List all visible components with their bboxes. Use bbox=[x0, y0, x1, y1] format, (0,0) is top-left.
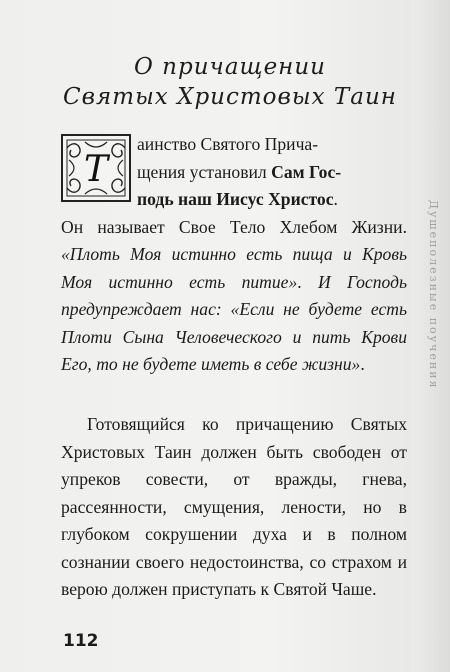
running-head: Душеполезные поучения bbox=[427, 200, 440, 390]
p1-line-3: подь наш Иисус Христос. bbox=[137, 189, 338, 209]
chapter-title-line-2: Святых Христовых Таин bbox=[63, 84, 397, 110]
chapter-title-line-1: О причащении bbox=[134, 54, 326, 80]
p1-rest: Он называет Свое Тело Хлебом Жизни. «Плоть Моя истинно есть пища и Кровь Моя истинно есть питие». И Господь предупреждает нас: «Если не будете есть Плоти Сына Человеческого и пить Крови Его, то не будете иметь в себе жизни». bbox=[61, 216, 407, 374]
p1-line-2: щения установил Сам Гос- bbox=[137, 161, 342, 182]
paragraph-1 bbox=[61, 131, 407, 379]
paragraph-2: Готовящийся ко причащению Святых Христовых Таин должен быть свободен от упреков совести, от вражды, гнева, рассеянности, смущения, лености, но в глубоком сокрушении духа и в полном сознании своего недостоинства, со страхом и верою должен приступать к Святой Чаше. bbox=[61, 414, 407, 599]
p1-line-1: аинство Святого Прича- bbox=[137, 134, 319, 154]
drop-cap-letter: Т bbox=[83, 149, 109, 190]
page-number: 112 bbox=[63, 631, 99, 651]
